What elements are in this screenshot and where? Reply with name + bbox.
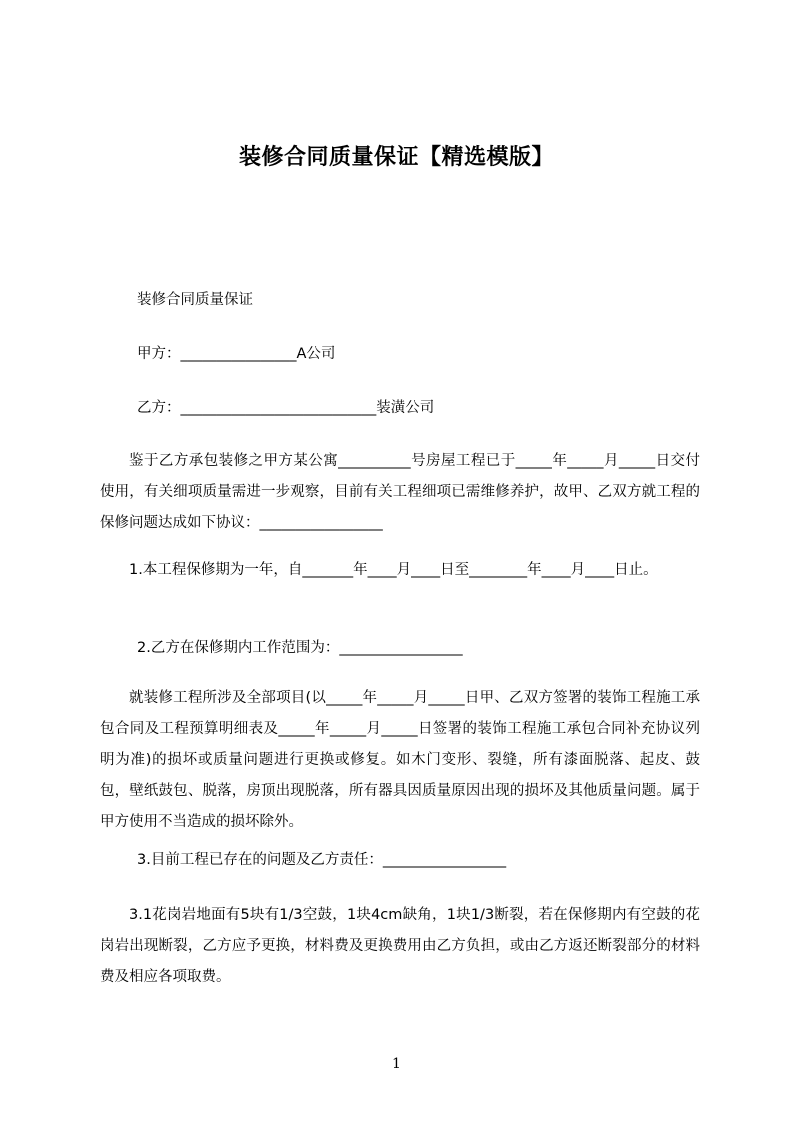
clause-3-1-paragraph: 3.1花岗岩地面有5块有1/3空鼓，1块4cm缺角，1块1/3断裂，若在保修期内有空鼓的花岗岩出现断裂，乙方应予更换，材料费及更换费用由乙方负担，或由乙方返还断裂部分的材料费及相应各项取费。 xyxy=(100,907,700,985)
party-a-line: 甲方：________________A公司 xyxy=(137,346,336,362)
clause-1-paragraph: 1.本工程保修期为一年，自_______年____月____日至________年____月____日止。 xyxy=(129,562,658,578)
clause-3-heading: 3.目前工程已存在的问题及乙方责任：_________________ xyxy=(137,852,507,868)
document-subtitle: 装修合同质量保证 xyxy=(137,292,253,308)
party-b-line: 乙方：___________________________装潢公司 xyxy=(137,400,435,416)
clause-2-body: 就装修工程所涉及全部项目(以_____年_____月_____日甲、乙双方签署的装饰工程施工承包合同及工程预算明细表及_____年_____月_____日签署的装饰工程施工承包合同补充协议列明为准)的损坏或质量问题进行更换或修复。如木门变形、裂缝，所有漆面脱落、起皮、鼓包，壁纸鼓包、脱落，房顶出现脱落，所有器具因质量原因出现的损坏及其他质量问题。属于甲方使用不当造成的损坏除外。 xyxy=(100,690,700,830)
document-title: 装修合同质量保证【精选模版】 xyxy=(238,145,554,170)
clause-2-heading: 2.乙方在保修期内工作范围为：_________________ xyxy=(137,640,463,656)
intro-paragraph: 鉴于乙方承包装修之甲方某公寓__________号房屋工程已于_____年_____月_____日交付使用，有关细项质量需进一步观察，目前有关工程细项已需维修养护，故甲、乙双方就工程的保修问题达成如下协议：_________________ xyxy=(100,453,700,531)
page-number: 1 xyxy=(392,1056,401,1072)
